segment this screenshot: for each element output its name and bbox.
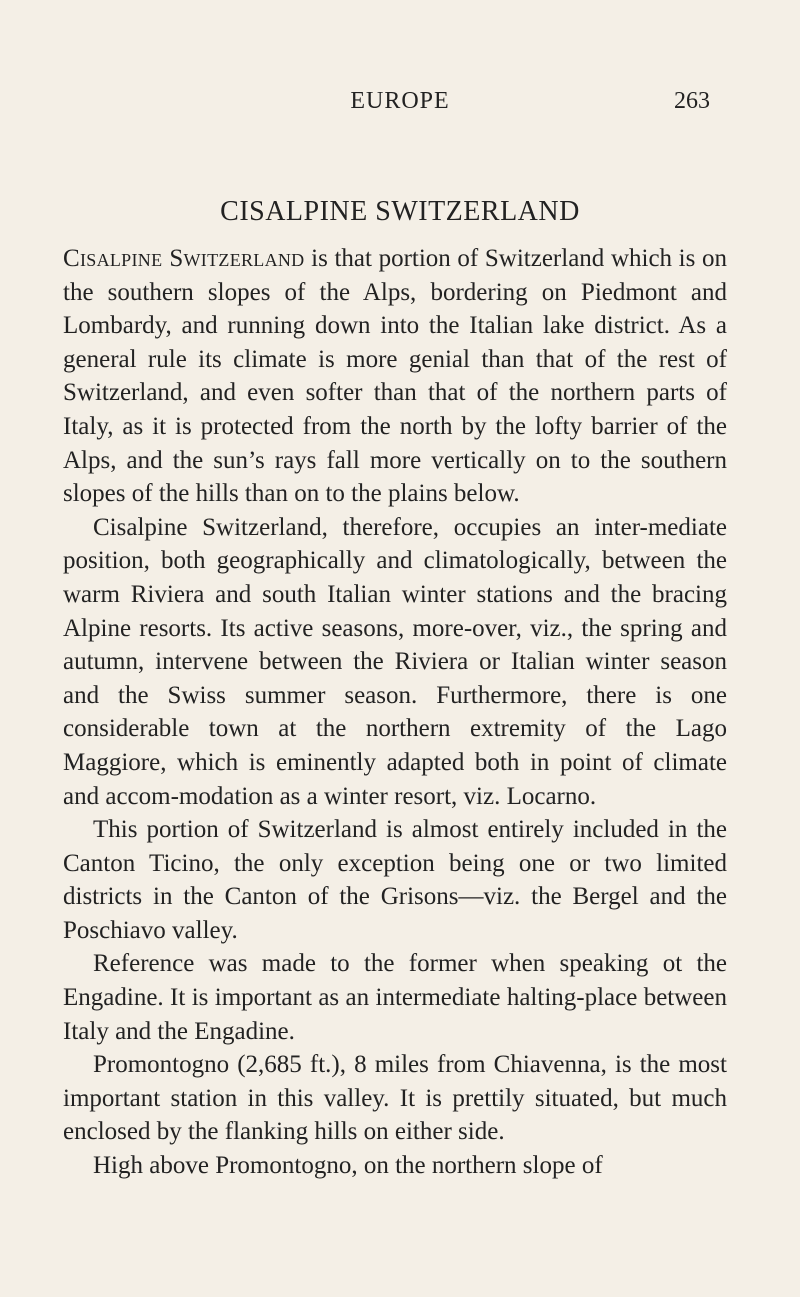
paragraph-3: This portion of Switzerland is almost entirely included in the Canton Ticino, the only exception being one or two limited districts in the Canton of the Grisons—viz. the Bergel and the Poschiavo valley. [63, 816, 727, 944]
paragraph-5: Promontogno (2,685 ft.), 8 miles from Chiavenna, is the most important station in this valley. It is prettily situated, but much enclosed by the flanking hills on either side. [63, 1051, 727, 1146]
running-title: EUROPE [350, 88, 450, 114]
paragraph-lead-in: Cisalpine Switzerland [63, 245, 305, 272]
page-number: 263 [674, 88, 710, 114]
paragraph-1 [63, 242, 727, 511]
paragraph-6: High above Promontogno, on the northern slope of [93, 1152, 603, 1180]
paragraph-2: Cisalpine Switzerland, therefore, occupies an inter-mediate position, both geographically and climatologically, between the warm Riviera and south Italian winter stations and the bracing Alpine resorts. Its active seasons, more-over, viz., the spring and autumn, intervene between the Riviera or Italian winter season and the Swiss summer season. Furthermore, there is one considerable town at the northern extremity of the Lago Maggiore, which is eminently adapted both in point of climate and accom-modation as a winter resort, viz. Locarno. [63, 513, 727, 810]
body-text [63, 242, 727, 1183]
paragraph-1-text: is that portion of Switzerland which is on the southern slopes of the Alps, bordering on Piedmont and Lombardy, and running down into the Italian lake district. As a general rule its climate is more genial than that of the rest of Switzerland, and even softer than that of the northern parts of Italy, as it is protected from the north by the lofty barrier of the Alps, and the sun’s rays fall more vertically on to the southern slopes of the hills than on to the plains below. [63, 245, 727, 508]
chapter-title: CISALPINE SWITZERLAND [220, 196, 580, 227]
running-head [0, 88, 800, 124]
paragraph-4: Reference was made to the former when speaking ot the Engadine. It is important as an intermediate halting-place between Italy and the Engadine. [63, 950, 727, 1045]
